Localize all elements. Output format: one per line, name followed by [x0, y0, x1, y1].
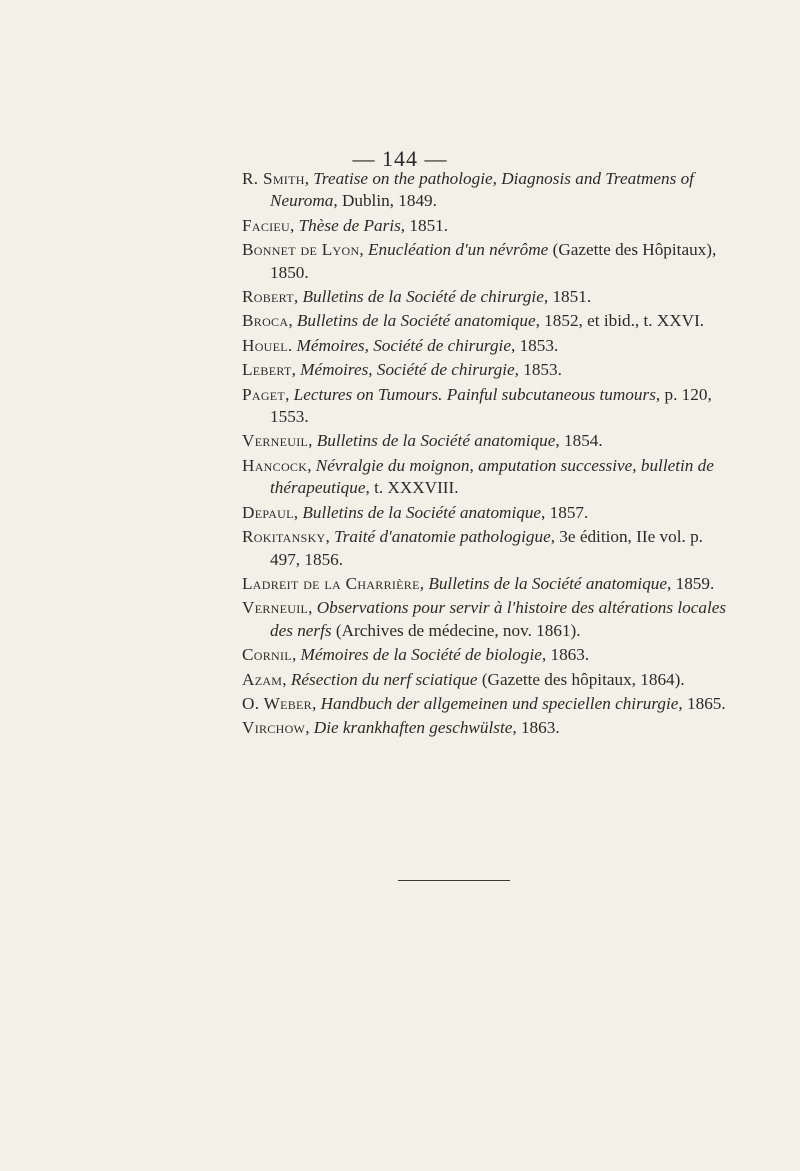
reference-details: , 1859.: [667, 573, 715, 593]
reference-separator: ,: [293, 287, 303, 307]
reference-details: , 1851.: [400, 215, 449, 235]
reference-separator: ,: [282, 669, 291, 689]
reference-author: Lebert: [242, 360, 292, 380]
reference-title: Thèse de Paris: [298, 215, 401, 235]
reference-title: Bulletins de la Société de chirurgie: [302, 287, 544, 307]
reference-separator: .: [287, 335, 297, 355]
reference-details: , 3e édition, IIe vol. p. 497, 1856.: [270, 527, 703, 569]
reference-author: Hancock: [242, 455, 308, 475]
reference-separator: ,: [305, 718, 314, 738]
reference-separator: ,: [312, 693, 321, 713]
reference-entry: [242, 430, 732, 452]
reference-title: Mémoires de la Société de biologie: [300, 645, 542, 665]
reference-entry: [242, 573, 732, 595]
reference-author: O. Weber: [242, 693, 312, 713]
reference-title: Bulletins de la Société anatomique: [296, 311, 536, 331]
reference-entry: [242, 239, 732, 284]
reference-details: , p. 120, 1553.: [270, 384, 712, 427]
reference-entry: [242, 359, 732, 381]
reference-entry: [242, 644, 732, 666]
page-number: — 144 —: [352, 146, 448, 171]
reference-separator: ,: [308, 431, 317, 451]
reference-title: Treatise on the pathologie, Diagnosis and Treatmens of Neuroma: [270, 169, 694, 211]
reference-title: Mémoires, Société de chirurgie: [300, 360, 515, 380]
reference-entry: [242, 215, 732, 237]
reference-title: Bulletins de la Société anatomique: [316, 431, 556, 451]
reference-entry: [242, 669, 732, 691]
reference-separator: ,: [285, 384, 294, 404]
reference-separator: ,: [293, 502, 303, 522]
reference-author: Verneuil: [242, 598, 309, 618]
reference-separator: ,: [325, 527, 335, 547]
reference-details: (Archives de médecine, nov. 1861).: [331, 620, 581, 640]
reference-entry: [242, 310, 732, 332]
reference-author: Virchow: [242, 718, 306, 738]
reference-details: , t. XXXVIII.: [365, 478, 459, 498]
reference-details: , 1852, et ibid., t. XXVI.: [535, 311, 705, 331]
reference-entry: [242, 526, 732, 571]
reference-details: (Gazette des Hôpitaux), 1850.: [270, 240, 717, 282]
reference-details: , 1863.: [541, 645, 590, 665]
reference-title: Handbuch der allgemeinen und speciellen chirurgie: [320, 693, 679, 713]
reference-author: Broca: [242, 311, 289, 331]
reference-title: Observations pour servir à l'histoire des altérations locales des nerfs: [270, 598, 727, 640]
reference-separator: ,: [291, 360, 301, 380]
reference-author: Rokitansky: [242, 527, 326, 547]
closing-rule: [398, 880, 510, 881]
reference-list: [242, 168, 732, 742]
reference-title: Résection du nerf sciatique: [290, 669, 478, 689]
reference-author: Azam: [242, 669, 283, 689]
reference-details: , 1853.: [510, 335, 559, 355]
reference-title: Névralgie du moignon, amputation successive, bulletin de thérapeutique: [270, 455, 714, 498]
reference-author: Ladreit de la Charrière: [242, 573, 420, 593]
reference-entry: [242, 335, 732, 357]
reference-entry: [242, 286, 732, 308]
reference-separator: ,: [290, 215, 299, 235]
reference-details: , 1854.: [555, 431, 603, 451]
reference-details: , 1853.: [514, 360, 562, 380]
reference-title: Die krankhaften geschwülste: [313, 718, 513, 738]
reference-entry: [242, 168, 732, 213]
reference-separator: ,: [308, 598, 317, 618]
reference-entry: [242, 597, 732, 642]
reference-entry: [242, 502, 732, 524]
reference-separator: ,: [304, 169, 314, 188]
reference-separator: ,: [288, 311, 297, 331]
reference-separator: ,: [291, 645, 301, 665]
reference-author: Houel: [242, 335, 288, 355]
reference-author: Paget: [242, 384, 286, 404]
reference-title: Enucléation d'un névrôme: [368, 240, 549, 260]
reference-separator: ,: [359, 240, 369, 260]
reference-entry: [242, 384, 732, 429]
reference-details: , 1863.: [512, 718, 560, 738]
reference-title: Bulletins de la Société anatomique: [428, 573, 668, 593]
reference-details: (Gazette des hôpitaux, 1864).: [477, 669, 685, 689]
reference-entry: [242, 455, 732, 500]
reference-details: , 1865.: [678, 693, 726, 713]
reference-author: Bonnet de Lyon: [242, 240, 360, 260]
reference-author: Depaul: [242, 502, 294, 522]
reference-separator: ,: [307, 455, 316, 475]
reference-author: Robert: [242, 287, 294, 307]
reference-title: Mémoires, Société de chirurgie: [296, 335, 511, 355]
reference-entry: [242, 693, 732, 715]
reference-author: Facieu: [242, 215, 291, 235]
reference-title: Bulletins de la Société anatomique: [302, 502, 542, 522]
reference-details: , 1851.: [543, 287, 592, 307]
reference-author: R. Smith: [242, 169, 305, 188]
reference-entry: [242, 717, 732, 739]
reference-details: , 1857.: [541, 502, 589, 522]
reference-title: Lectures on Tumours. Painful subcutaneous tumours: [293, 384, 656, 404]
reference-details: , Dublin, 1849.: [333, 191, 437, 211]
reference-author: Verneuil: [242, 431, 309, 451]
reference-title: Traité d'anatomie pathologigue: [334, 527, 551, 547]
reference-separator: ,: [419, 573, 429, 593]
reference-author: Cornil: [242, 645, 292, 665]
